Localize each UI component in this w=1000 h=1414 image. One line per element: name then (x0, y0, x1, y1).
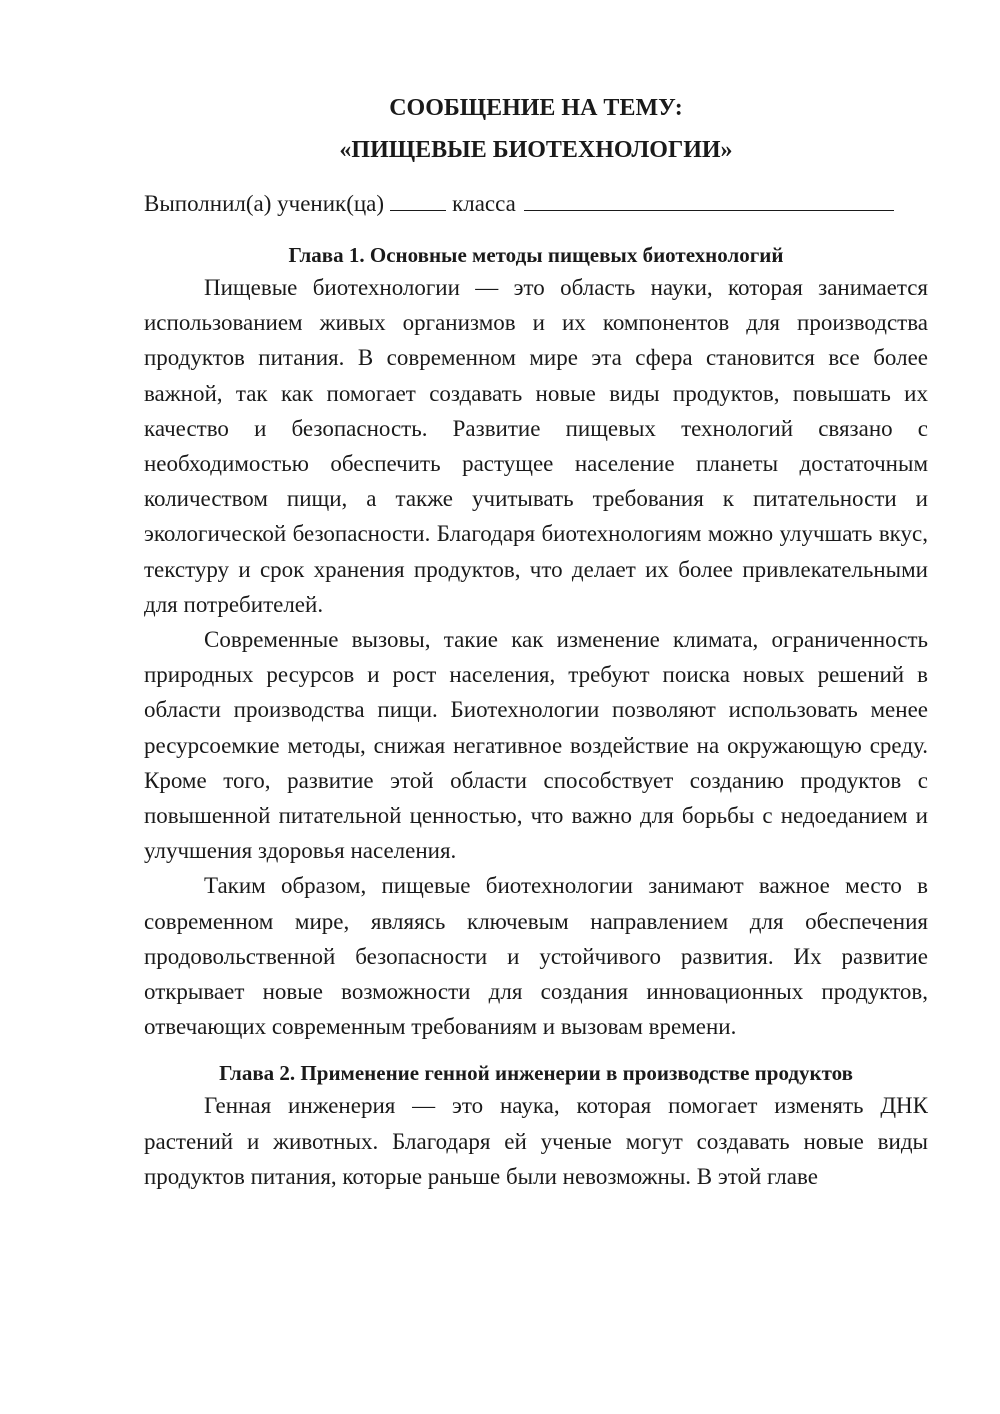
document-page (144, 92, 928, 1194)
author-line (144, 188, 928, 220)
author-middle: класса (452, 191, 516, 216)
chapter-1-paragraph: Таким образом, пищевые биотехнологии занимают важное место в современном мире, являясь ключевым направлением для обеспечения продовольственной безопасности и устойчивого развития. Их развитие открывает новые возможности для создания инновационных продуктов, отвечающих современным требованиям и вызовам времени. (144, 873, 928, 1040)
author-name-blank[interactable] (524, 190, 894, 211)
document-title: «ПИЩЕВЫЕ БИОТЕХНОЛОГИИ» (339, 137, 733, 163)
chapter-2-paragraph: Генная инженерия — это наука, которая помогает изменять ДНК растений и животных. Благодаря ей ученые могут создавать новые виды продуктов питания, которые раньше были невозможны. В этой главе (144, 1093, 928, 1189)
class-number-blank[interactable] (390, 190, 446, 211)
chapter-2-title: Глава 2. Применение генной инженерии в производстве продуктов (219, 1061, 853, 1086)
author-prefix: Выполнил(а) ученик(ца) (144, 191, 385, 216)
document-heading: СООБЩЕНИЕ НА ТЕМУ: (389, 95, 683, 121)
chapter-1-paragraph: Современные вызовы, такие как изменение климата, ограниченность природных ресурсов и рост населения, требуют поиска новых решений в области производства пищи. Биотехнологии позволяют использовать менее ресурсоемкие методы, снижая негативное воздействие на окружающую среду. Кроме того, развитие этой области способствует созданию продуктов с повышенной питательной ценностью, что важно для борьбы с недоеданием и улучшения здоровья населения. (144, 627, 928, 864)
chapter-1-paragraph: Пищевые биотехнологии — это область науки, которая занимается использованием живых организмов и их компонентов для производства продуктов питания. В современном мире эта сфера становится все более важной, так как помогает создавать новые виды продуктов, повышать их качество и безопасность. Развитие пищевых технологий связано с необходимостью обеспечить растущее население планеты достаточным количеством пищи, а также учитывать требования к питательности и экологической безопасности. Благодаря биотехнологиям можно улучшать вкус, текстуру и срок хранения продуктов, что делает их более привлекательными для потребителей. (144, 275, 928, 617)
chapter-1-title: Глава 1. Основные методы пищевых биотехнологий (288, 243, 784, 267)
